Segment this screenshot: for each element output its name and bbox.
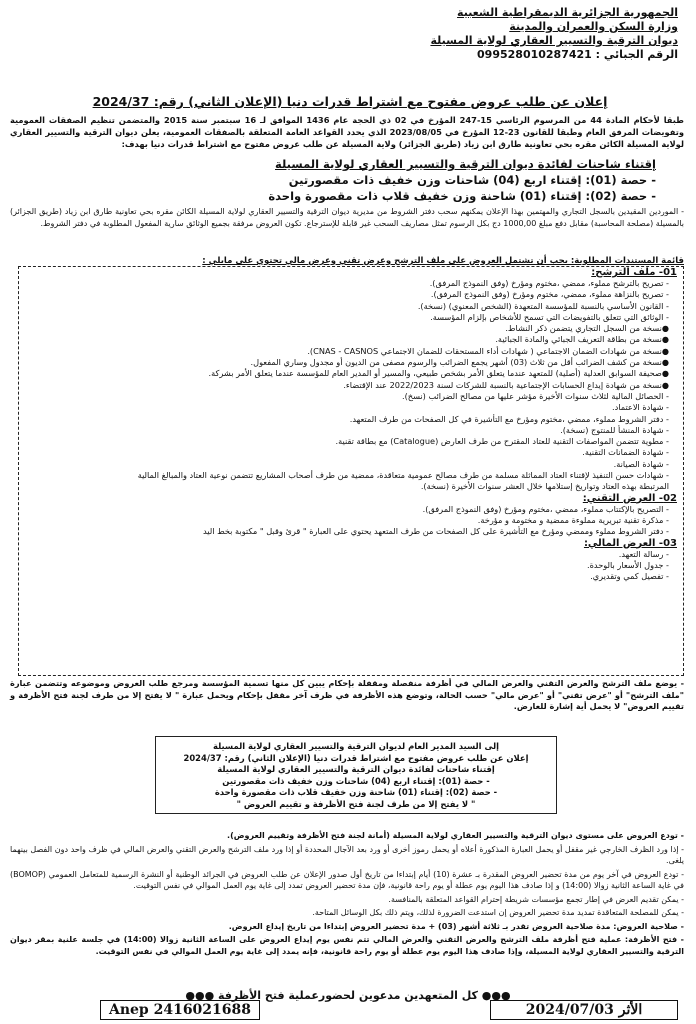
required-documents-note: قائمة المستندات المطلوبة: يجب أن تشتمل العروض على ملف الترشح وعرض تقني وعرض مالي تحتوي على مايلي : [202, 256, 684, 266]
subject-lot-2: - حصة (02): إقتناء (01) شاحنة وزن خفيف قلاب ذات مقصورة واحدة [268, 189, 656, 203]
section-technical-title: 02- العرض التقني: [582, 492, 677, 504]
candidacy-item: ●نسخة من شهادة إيداع الحسابات الإجتماعية بالنسبة للشركات لسنة 2022/2023 عند الإقتضاء. [343, 379, 669, 390]
candidacy-item: - الوثائق التي تتعلق بالتفويضات التي تسمح للأشخاص بإلزام المؤسسة. [430, 311, 669, 322]
envelope-label-box [155, 736, 557, 814]
candidacy-item: - شهادات حسن التنفيذ لإقتناء العتاد المماثلة مسلمة من طرف مصالح عمومية متعاقدة، ممضية من طرف أصحاب المشاريع تتضمن نوعية العتاد والمبالغ المالية [137, 470, 669, 481]
financial-item: - رسالة التعهد. [618, 548, 669, 559]
candidacy-item: ●نسخة من السجل التجاري يتضمن ذكر النشاط. [505, 323, 669, 334]
terms-rejection: - إذا ورد الظرف الخارجي غير مقفل أو يحمل العبارة المذكورة أعلاه أو يحمل رموز أخرى أو ورد بعد الآجال المحددة أو إذا ورد ملف الترشح والعرض التقني والعرض المالي في ظرف واحد دون الفصل بينهما يلغى. [10, 844, 684, 865]
candidacy-item: ●نسخة من بطاقة التعريف الجبائي والمادة الجبائية. [495, 334, 669, 345]
candidacy-item: - الحصائل المالية لثلاث سنوات الأخيرة مؤشر عليها من مصالح الضرائب (نسخ). [402, 390, 669, 401]
candidacy-item: - شهادة الاعتماد. [611, 402, 669, 413]
candidacy-item: المرتبطة بهذه العتاد وتواريخ إستلامها خلال العشر سنوات الأخيرة (نسخة). [420, 481, 669, 492]
envelope-line-4: - حصة (01): إقتناء اربع (04) شاحنات وزن خفيف ذات مقصورتين [222, 775, 490, 786]
terms-deposit: - تودع العروض على مستوى ديوان الترقية والتسيير العقاري لولاية المسيلة (أمانة لجنة فتح الأظرفة وتقييم العروض). [227, 831, 684, 840]
anep-reference: Anep 2416021688 [100, 1000, 260, 1020]
candidacy-item: ●نسخة من شهادات الضمان الاجتماعي ( شهادات أداء المستحقات للضمان الاجتماعي CNAS - CASNOS). [307, 345, 669, 356]
terms-opening: - فتح الأظرفة: عملية فتح أظرفة ملف الترشح والعرض التقني والعرض المالي تتم نفس يوم إيداع العروض على الساعة الثانية زوالا (14:00) في جلسة علنية بمقر ديوان الترقية والتسيير العقاري لولاية المسيلة، وإذا صادف هذا اليوم يوم عطلة أو يوم راحة قانونية، فإنه يمدد إلى غاية يوم العمل الموالي في نفس التوقيت. [10, 935, 684, 956]
envelope-line-2: إعلان عن طلب عروض مفتوح مع اشتراط قدرات دنيا (الإعلان الثاني) رقم: 2024/37 [183, 752, 529, 763]
candidacy-item: - القانون الأساسي بالنسبة للمؤسسة المتعهدة (الشخص المعنوي) (نسخة). [417, 300, 669, 311]
announcement-title: إعلان عن طلب عروض مفتوح مع اشتراط قدرات دنيا (الإعلان الثاني) رقم: 2024/37 [92, 94, 608, 109]
envelope-line-3: إقتناء شاحنات لفائدة ديوان الترقية والتسيير العقاري لولاية المسيلة [217, 764, 495, 774]
section-candidacy-title: 01- ملف الترشح: [591, 267, 677, 278]
candidacy-item: - مطوية تتضمن المواصفات التقنية للعتاد المقترح من طرف العارض (Catalogue) مع بطاقة تقنية. [335, 436, 669, 447]
submission-terms [10, 830, 684, 959]
envelope-line-1: إلى السيد المدير العام لديوان الترقية والتسيير العقاري لولاية المسيلة [213, 741, 499, 751]
technical-item: - التصريح بالإكتتاب مملوء، ممضي ،مختوم ومؤرخ (وفق النموذج المرفق). [422, 503, 669, 514]
candidacy-list [19, 278, 683, 493]
terms-grouping: - يمكن تقديم العرض في إطار تجمع مؤسسات شريطة إحترام القواعد المتعلقة بالمنافسة. [388, 894, 684, 904]
terms-validity: - صلاحية العروض: مدة صلاحية العروض تقدر بـ ثلاثة أشهر (03) + مدة تحضير العروض إبتداءا من تاريخ إيداع العروض. [228, 921, 684, 931]
section-financial-title: 03- العرض المالي: [583, 537, 677, 549]
header-office: ديوان الترقية والتسيير العقاري لولاية المسيلة [430, 34, 678, 47]
financial-item: - جدول الأسعار بالوحدة. [587, 559, 669, 570]
header-ministry: وزارة السكن والعمران والمدينة [509, 20, 678, 33]
candidacy-item: - تصريح بالترشح مملوء، ممضي ،مختوم ومؤرخ (وفق النموذج المرفق). [429, 278, 669, 288]
candidacy-item: ●نسخة من كشف الضرائب أقل من ثلاث (03) أشهر يجمع الضرائب والرسوم مصفى من الديون أو مجدول وساري المفعول. [250, 357, 669, 368]
financial-list [19, 549, 683, 583]
terms-extension: - يمكن للمصلحة المتعاقدة تمديد مدة تحضير العروض إن استدعت الضرورة لذلك، ويتم ذلك بكل الوسائل المتاحة. [312, 908, 684, 917]
candidacy-item: - شهادة الصيانة. [613, 458, 669, 469]
required-documents-box [18, 266, 684, 676]
candidacy-item: - تصريح بالنزاهة مملوء، ممضي، مختوم ومؤرخ (وفق النموذج المرفق). [430, 289, 669, 300]
financial-item: - تفصيل كمي وتقديري. [590, 571, 669, 582]
technical-item: - مذكرة تقنية تبريرية مملوءة ممضية و مختومة و مؤرخة. [477, 514, 669, 525]
envelope-line-6: " لا يفتح إلا من طرف لجنة فتح الأظرفة و تقييم العروض " [236, 798, 476, 809]
publication-date: 2024/07/03 الأثر [490, 1000, 678, 1020]
withdrawal-paragraph: - الموردين المقيدين بالسجل التجاري والمهتمين بهذا الإعلان يمكنهم سحب دفتر الشروط من مديرية ديوان الترقية والتسيير العقاري لولاية المسيلة الكائن مقره بحي تعاونية طارق ابن زياد (طريق الجزائر) بالمسيلة (مصلحة المحاسبة) مقابل دفع مبلغ 1000,00 دج بكل الرسوم تمثل مصاريف السحب غير قابلة للإسترجاع. تكون العروض مرفقة بجميع الوثائق سارية المفعول المطلوبة في دفتر الشروط. [10, 207, 684, 228]
subject-lot-1: - حصة (01): إقتناء اربع (04) شاحنات وزن خفيف ذات مقصورتين [288, 173, 656, 187]
header-tax-number: الرقم الجبائي : 099528010287421 [477, 48, 678, 61]
candidacy-item: - دفتر الشروط مملوء، ممضي ،مختوم ومؤرخ مع التأشيرة في كل الصفحات من طرف المتعهد. [349, 413, 669, 424]
header-republic: الجمهورية الجزائرية الديمقراطية الشعبية [457, 6, 678, 19]
technical-list [19, 504, 683, 538]
candidacy-item: - شهادة الضمانات التقنية. [582, 447, 669, 458]
candidacy-item: - شهادة المنشأ للمنتوج (نسخة). [560, 424, 669, 435]
technical-item: - دفتر الشروط مملوء وممضي ومؤرخ مع التأشيرة على كل الصفحات من طرف المتعهد يحتوي على العبارة " قرئ وقبل " مكتوبة بخط اليد [202, 526, 669, 537]
closing-invitation: ●●● كل المتعهدين مدعوين لحضورعملية فتح الأظرفة ●●● [185, 989, 511, 1002]
intro-paragraph: طبقا لأحكام المادة 44 من المرسوم الرئاسي 15-247 المؤرخ في 02 ذي الحجة عام 1436 الموافق لـ 16 سبتمبر سنة 2015 والمتضمن تنظيم الصفقات العمومية وتفويضات المرفق العام وطبقا للقانون 23-12 المؤرخ في 2023/08/05 الذي يحدد القواعد العامة المتعلقة بالصفقات العمومية، يعلن ديوان الترقية والتسيير العقاري لولاية المسيلة الكائن مقره بحي تعاونية طارق ابن زياد (طريق الجزائر) ولاية المسيلة عن طلب عروض مفتوح مع اشتراط قدرات دنيا بهدف: [10, 115, 684, 149]
header-block [378, 6, 678, 62]
candidacy-item: ●صحيفة السوابق العدلية (أصلية) للمتعهد عندما يتعلق الأمر بشخص طبيعي، والمسير أو المدير العام للمؤسسة عندما يتعلق الأمر بشركة. [208, 368, 669, 379]
subject-main: إقتناء شاحنات لفائدة ديوان الترقية والتسيير العقاري لولاية المسيلة [275, 157, 656, 171]
subject-block [36, 156, 656, 204]
envelope-instructions: - يوضع ملف الترشح والعرض التقني والعرض المالي في أظرفة منفصلة ومقفلة بإحكام يبين كل منها تسمية المؤسسة ومرجع طلب العروض وموضوعه وتتضمن عبارة "ملف الترشح" أو "عرض تقني" أو "عرض مالي" حسب الحالة، وتوضع هذه الأظرفة في ظرف آخر مقفل بإحكام ويحمل عبارة " لا يفتح إلا من طرف لجنة فتح الأظرفة و تقييم العروض" لا يحمل أية إشارة للعارض. [10, 678, 684, 711]
terms-deadline: - تودع العروض في آخر يوم من مدة تحضير العروض المقدرة بـ عشرة (10) أيام إبتداءا من تاريخ أول صدور الإعلان عن طلب العروض في الجرائد الوطنية أو النشرة الرسمية للمتعامل العمومي (BOMOP) في غاية الساعة الثانية زوالا (14:00) و إذا صادف هذا اليوم يوم عطلة أو يوم راحة قانونية، فإن مدة تحضير العروض تمدد إلى غاية يوم العمل الموالي في نفس التوقيت. [10, 869, 684, 890]
envelope-line-5: - حصة (02): إقتناء (01) شاحنة وزن خفيف قلاب ذات مقصورة واحدة [214, 787, 498, 797]
